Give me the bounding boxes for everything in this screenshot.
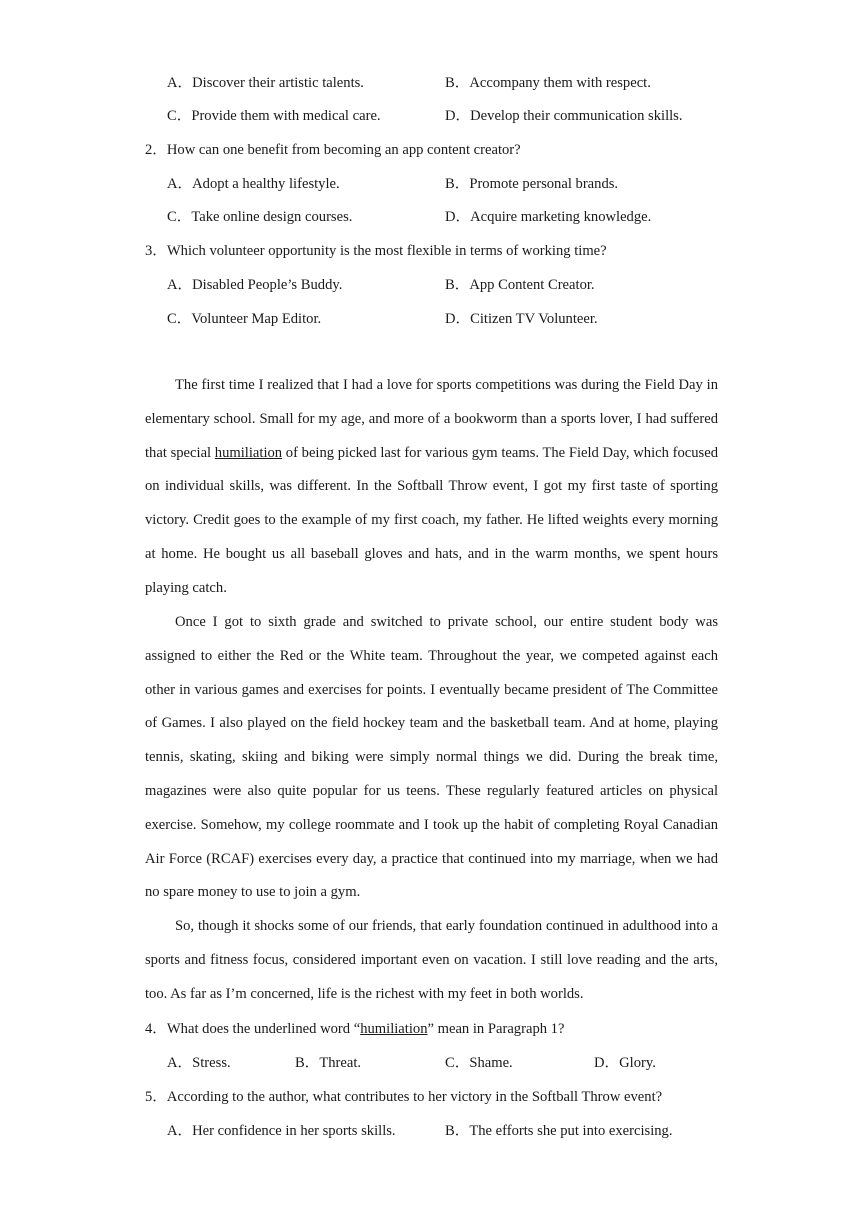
q3-option-b: B．App Content Creator. <box>445 277 595 293</box>
passage-paragraph-1 <box>145 369 718 606</box>
p1-text-after: of being picked last for various gym teams. The Field Day, which focused on individual skills, was different. In the Softball Throw event, I got my first taste of sporting victory. Credit goes to the example of my first coach, my father. He lifted weights every morning at home. He bought us all baseball gloves and hats, and in the warm months, we spent hours playing catch. <box>145 444 718 596</box>
q5-option-b: B．The efforts she put into exercising. <box>445 1123 673 1139</box>
q2-option-c: C．Take online design courses. <box>167 209 353 225</box>
q3-option-a: A．Disabled People’s Buddy. <box>167 277 343 293</box>
q2-option-b: B．Promote personal brands. <box>445 176 619 192</box>
passage-paragraph-3: So, though it shocks some of our friends, that early foundation continued in adulthood into a sports and fitness focus, considered important even on vacation. I still love reading and the arts, too. As far as I’m concerned, life is the richest with my feet in both worlds. <box>145 918 718 1002</box>
q5-stem: 5．According to the author, what contributes to her victory in the Softball Throw event? <box>145 1089 663 1105</box>
q4-stem-before: 4．What does the underlined word “ <box>145 1021 361 1037</box>
q2-option-d: D．Acquire marketing knowledge. <box>445 209 652 225</box>
q3-option-c: C．Volunteer Map Editor. <box>167 311 322 327</box>
q4-option-c: C．Shame. <box>445 1055 513 1071</box>
passage-paragraph-2: Once I got to sixth grade and switched to private school, our entire student body was assigned to either the Red or the White team. Throughout the year, we competed against each other in various games and exercises for points. I eventually became president of The Committee of Games. I also played on the field hockey team and the basketball team. And at home, playing tennis, skating, skiing and biking were simply normal things we did. During the break time, magazines were also quite popular for us teens. These regularly featured articles on physical exercise. Somehow, my college roommate and I took up the habit of completing Royal Canadian Air Force (RCAF) exercises every day, a practice that continued into my marriage, when we had no spare money to use to join a gym. <box>145 614 718 901</box>
q5-option-a: A．Her confidence in her sports skills. <box>167 1123 396 1139</box>
q4-option-a: A．Stress. <box>167 1055 231 1071</box>
underlined-word: humiliation <box>214 444 283 461</box>
q2-option-a: A．Adopt a healthy lifestyle. <box>167 176 340 192</box>
q4-stem-after: ” mean in Paragraph 1? <box>427 1021 565 1037</box>
q1-option-c: C．Provide them with medical care. <box>167 108 381 124</box>
q2-stem: 2．How can one benefit from becoming an app content creator? <box>145 142 521 158</box>
q3-option-d: D．Citizen TV Volunteer. <box>445 311 598 327</box>
q1-option-d: D．Develop their communication skills. <box>445 108 683 124</box>
q4-stem <box>145 1019 564 1039</box>
q1-option-b: B．Accompany them with respect. <box>445 75 651 91</box>
q3-stem: 3．Which volunteer opportunity is the most flexible in terms of working time? <box>145 243 607 259</box>
p1-text-before: The first time I realized that I had a love for sports competitions was during the Field Day in elementary school. Small for my age, and more of a bookworm than a sports lover, I had suffered that special <box>145 377 718 461</box>
q4-underlined-word: humiliation <box>360 1021 428 1037</box>
q4-option-b: B．Threat. <box>295 1055 362 1071</box>
q4-option-d: D．Glory. <box>594 1055 656 1071</box>
q1-option-a: A．Discover their artistic talents. <box>167 75 364 91</box>
